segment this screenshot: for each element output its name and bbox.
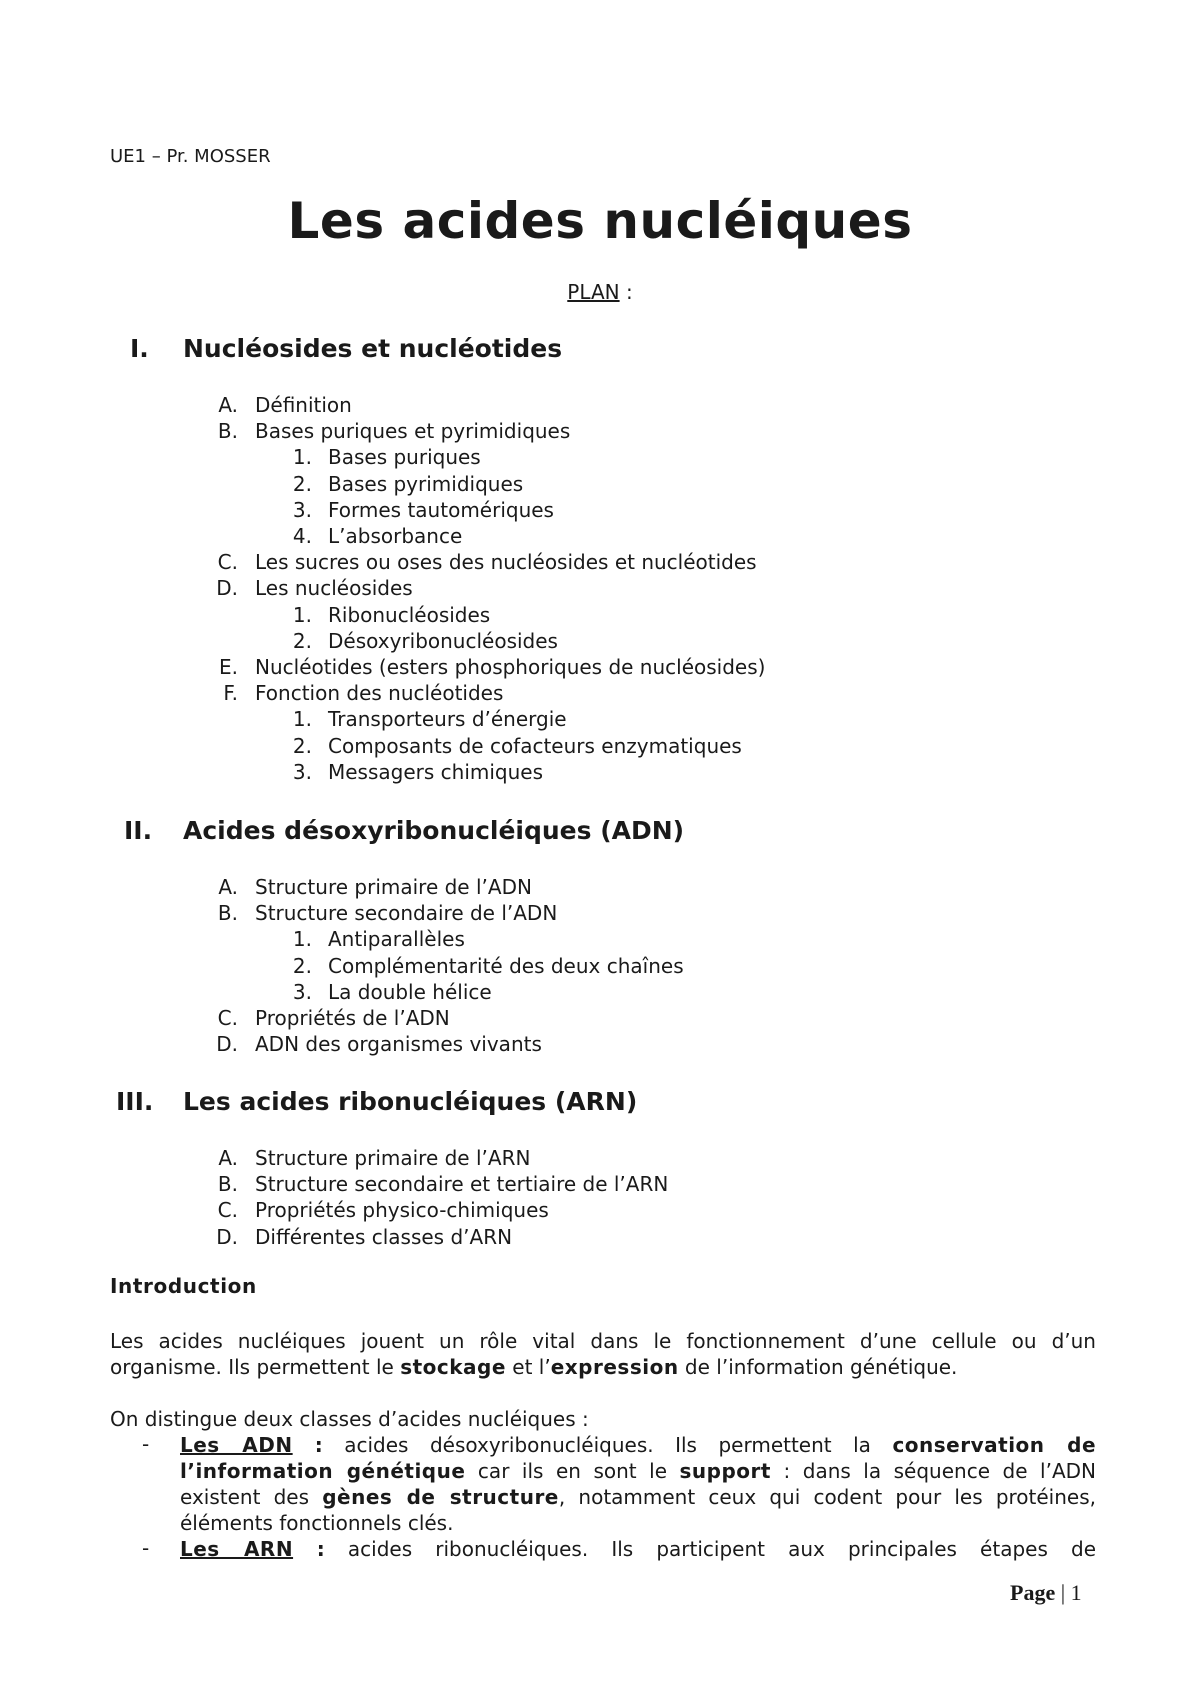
outline-item-marker: A. <box>218 393 238 417</box>
plan-label <box>0 280 1200 304</box>
bullet-dash: - <box>142 1432 150 1456</box>
page-footer <box>1010 1580 1082 1606</box>
document-title: Les acides nucléiques <box>287 192 913 250</box>
adn-text-1: acides désoxyribonucléiques. Ils permettent la <box>322 1433 893 1457</box>
section-title: Les acides ribonucléiques (ARN) <box>183 1087 638 1116</box>
outline-subitem-label: Formes tautomériques <box>328 497 554 522</box>
outline-subitem-marker: 2. <box>292 628 312 653</box>
outline-subitem-marker: 2. <box>292 471 312 496</box>
section-title: Nucléosides et nucléotides <box>183 334 563 363</box>
arn-bullet <box>180 1536 1096 1562</box>
adn-label: Les ADN <box>180 1433 293 1457</box>
outline-subitem-label: Complémentarité des deux chaînes <box>328 953 684 978</box>
outline-subitem-label: Bases puriques <box>328 445 481 470</box>
outline-subitem-marker: 1. <box>292 707 312 732</box>
outline-item-label: Bases puriques et pyrimidiques <box>255 419 571 444</box>
intro-p1-text-d: de l’information génétique. <box>678 1355 958 1379</box>
outline-item-marker: C. <box>217 1006 238 1030</box>
outline-item-label: Différentes classes d’ARN <box>255 1224 513 1249</box>
bullet-dash: - <box>142 1536 150 1560</box>
adn-bold-genes: gènes de structure <box>322 1485 559 1509</box>
intro-p1-bold-expression: expression <box>550 1355 679 1379</box>
section-number: I. <box>130 334 149 363</box>
outline-subitem-label: Bases pyrimidiques <box>328 471 524 496</box>
plan-label-text: PLAN <box>567 280 620 304</box>
outline-subitem-marker: 4. <box>292 524 312 548</box>
outline-subitem-label: Désoxyribonucléosides <box>328 628 558 653</box>
intro-paragraph-1 <box>110 1328 1096 1380</box>
outline-subitem-label: Antiparallèles <box>328 927 465 952</box>
outline-item-label: Structure primaire de l’ADN <box>255 875 532 899</box>
adn-text-3: : dans la séquence de l’ADN existent des <box>180 1459 1096 1509</box>
outline-subitem-marker: 3. <box>292 979 312 1004</box>
intro-paragraph-2: On distingue deux classes d’acides nucléiques : <box>110 1407 589 1431</box>
outline-item-label: Propriétés de l’ADN <box>255 1006 450 1030</box>
outline-subitem-marker: 2. <box>292 953 312 978</box>
outline-subitem-marker: 1. <box>292 927 312 952</box>
outline-item-marker: A. <box>218 1146 238 1170</box>
outline-subitem-label: L’absorbance <box>328 524 463 548</box>
section-title: Acides désoxyribonucléiques (ADN) <box>183 816 685 845</box>
adn-bullet <box>180 1432 1096 1536</box>
outline-subitem-marker: 2. <box>292 733 312 758</box>
intro-p1-text-a: Les acides nucléiques jouent un rôle vital dans le fonctionnement d’une cellule ou d’un organisme. Ils permettent le <box>110 1329 1096 1379</box>
outline-item-marker: E. <box>219 655 238 679</box>
outline-item-marker: A. <box>218 875 238 899</box>
outline-subitem-marker: 3. <box>292 497 312 522</box>
adn-text-4: , notamment ceux qui codent pour les protéines, éléments fonctionnels clés. <box>180 1485 1096 1535</box>
outline-subitem-label: La double hélice <box>328 979 492 1004</box>
arn-label: Les ARN <box>180 1537 294 1561</box>
outline-item-marker: B. <box>217 1172 238 1197</box>
outline-item-label: Structure secondaire et tertiaire de l’ARN <box>255 1172 669 1197</box>
outline-item-marker: D. <box>216 1032 238 1057</box>
footer-separator: | <box>1055 1580 1071 1605</box>
outline-item-label: Les sucres ou oses des nucléosides et nucléotides <box>255 550 757 575</box>
intro-p1-bold-stockage: stockage <box>400 1355 506 1379</box>
outline-item-marker: C. <box>217 550 238 575</box>
outline-item-marker: B. <box>217 419 238 444</box>
outline-subitem-label: Ribonucléosides <box>328 602 491 627</box>
outline-subitem-marker: 1. <box>292 602 312 627</box>
outline-item-marker: D. <box>216 576 238 601</box>
intro-p1-text-c: et l’ <box>505 1355 551 1379</box>
adn-colon: : <box>292 1433 323 1457</box>
outline-item-label: Propriétés physico-chimiques <box>255 1198 549 1223</box>
section-number: II. <box>124 816 153 845</box>
adn-bold-support: support <box>679 1459 771 1483</box>
footer-page-word: Page <box>1010 1580 1056 1605</box>
footer-page-number: 1 <box>1070 1580 1082 1605</box>
outline-subitem-label: Transporteurs d’énergie <box>328 707 567 732</box>
adn-bold-conservation: conservation de l’information génétique <box>180 1433 1097 1483</box>
introduction-heading: Introduction <box>110 1274 257 1298</box>
outline-subitem-label: Messagers chimiques <box>328 759 544 784</box>
adn-text-2: car ils en sont le <box>465 1459 680 1483</box>
arn-text-1: acides ribonucléiques. Ils participent aux principales étapes de <box>324 1537 1096 1561</box>
outline-item-label: Définition <box>255 393 352 417</box>
section-number: III. <box>116 1087 154 1116</box>
outline-subitem-marker: 3. <box>292 759 312 784</box>
outline-item-label: Structure secondaire de l’ADN <box>255 901 558 926</box>
outline-item-label: Structure primaire de l’ARN <box>255 1146 531 1170</box>
outline-item-marker: C. <box>217 1198 238 1223</box>
outline-item-marker: D. <box>216 1224 238 1249</box>
page-header: UE1 – Pr. MOSSER <box>110 146 271 167</box>
arn-colon: : <box>293 1537 325 1561</box>
outline-item-marker: B. <box>217 901 238 926</box>
outline-item-label: Fonction des nucléotides <box>255 681 504 706</box>
outline-item-label: ADN des organismes vivants <box>255 1032 542 1057</box>
outline-item-label: Les nucléosides <box>255 576 413 601</box>
outline-subitem-label: Composants de cofacteurs enzymatiques <box>328 733 742 758</box>
outline-item-marker: F. <box>223 681 238 706</box>
outline-item-label: Nucléotides (esters phosphoriques de nucléosides) <box>255 655 766 679</box>
plan-colon: : <box>619 280 633 304</box>
outline-subitem-marker: 1. <box>292 445 312 470</box>
